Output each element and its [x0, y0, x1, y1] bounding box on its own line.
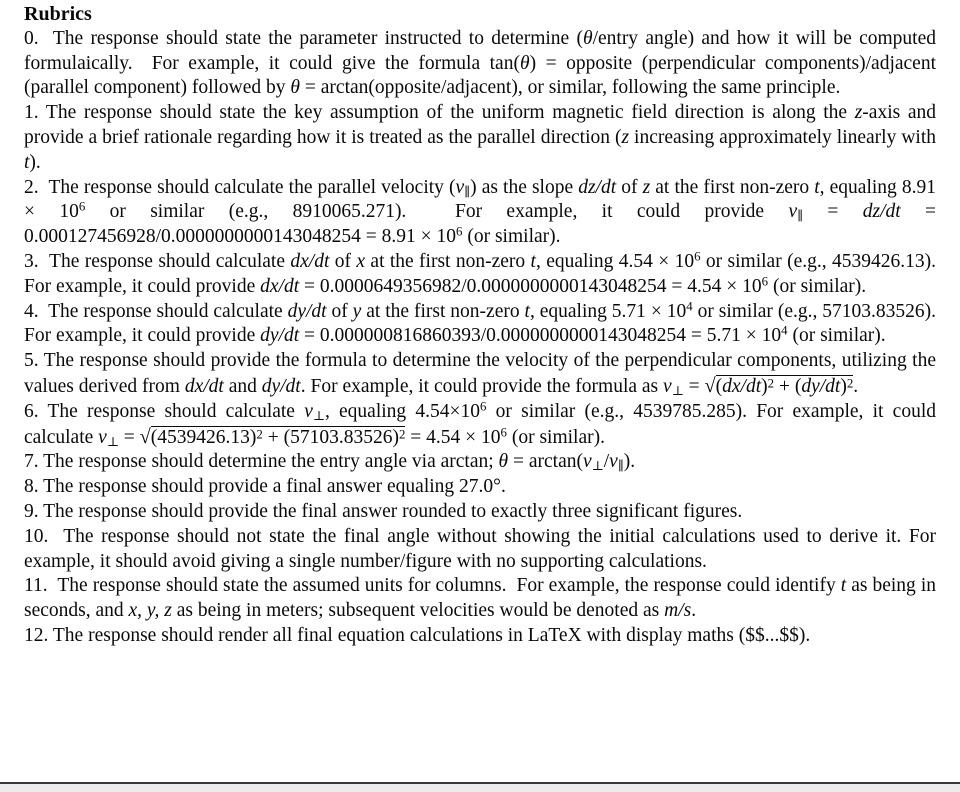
text-run: θ [582, 27, 593, 49]
rubric-item-6 [24, 399, 941, 451]
text-run: . [691, 600, 697, 622]
text-run: ). [623, 451, 636, 473]
text-run: dx/dt [260, 275, 300, 297]
text-run: = [803, 201, 863, 223]
text-run: increasing approximately linearly with [629, 126, 941, 148]
text-run: 3. The response should calculate [24, 250, 291, 272]
text-run: = [118, 426, 140, 448]
text-run: 0. The response should state the parameter instructed to determine ( [24, 27, 583, 49]
text-run: or similar (e.g., 4539785.285). For example, it could calculate [24, 400, 941, 448]
text-run: x, y, z [128, 600, 172, 622]
text-run: as being in seconds, and [24, 575, 941, 622]
text-run: = 0.0000649356982/0.0000000000143048254 = 4.54 × 10 [299, 275, 762, 297]
text-run: dy/dt [287, 300, 327, 322]
text-run: dz/dt [578, 176, 617, 198]
text-run: /entry angle) and how it will be computed formulaically. For example, it could give the formula tan( [24, 27, 941, 74]
text-run: or similar (e.g., 4539426.13). For example, it could provide [24, 250, 946, 297]
text-run: v [583, 451, 592, 473]
text-run: t [530, 250, 536, 272]
text-run: (or similar). [506, 426, 605, 448]
text-run: + (57103.83526) [262, 426, 399, 448]
text-run: , equaling 4.54×10 [324, 400, 481, 422]
text-run: 6 [456, 224, 463, 239]
rubric-item-8 [24, 475, 936, 500]
text-run: v [455, 176, 465, 198]
text-run: ⊥ [106, 434, 119, 449]
rubric-item-2 [24, 176, 941, 250]
text-run: at the first non-zero [650, 176, 815, 198]
text-run: ⊥ [312, 408, 325, 423]
text-run: v [788, 201, 798, 223]
text-run: t [524, 300, 530, 322]
text-run: dx/dt [722, 375, 762, 397]
text-run: 4. The response should calculate [24, 300, 288, 322]
text-run: ( [715, 375, 723, 397]
text-run: dy/dt [801, 375, 841, 397]
text-run: √ [704, 374, 716, 397]
text-run: = arctan( [508, 451, 583, 473]
text-run: dy/dt [261, 375, 301, 397]
text-run: v [663, 375, 672, 397]
text-run: of [329, 250, 357, 272]
text-run: v [304, 400, 313, 422]
rubric-item-0 [24, 27, 941, 101]
text-run: 9. The response should provide the final answer rounded to exactly three significant figures. [24, 500, 743, 522]
text-run: (or similar). [462, 226, 561, 248]
rubric-item-12 [24, 624, 936, 649]
text-run: -axis and provide a brief rationale regarding how it is treated as the parallel direction ( [24, 102, 941, 148]
text-run: ⊥ [671, 384, 684, 399]
text-run: at the first non-zero [365, 250, 531, 272]
text-run: t [840, 575, 847, 597]
text-run: or similar (e.g., 8910065.271). For example, it could provide [85, 201, 789, 223]
text-run: 11. The response should state the assumed units for columns. For example, the response could identify [24, 575, 841, 597]
text-run: 7. The response should determine the entry angle via arctan; [24, 451, 499, 473]
rubric-item-11 [24, 574, 941, 624]
text-run: θ [519, 52, 530, 74]
text-run: z [621, 126, 630, 148]
text-run: (or similar). [768, 275, 867, 297]
text-run: z [854, 102, 863, 124]
text-run: = 0.000000816860393/0.0000000000143048254 = 5.71 × 10 [299, 325, 782, 347]
text-run: x [356, 250, 366, 272]
text-run: t [24, 151, 30, 173]
text-run: at the first non-zero [361, 300, 525, 322]
text-run: 2 [398, 427, 406, 442]
text-run: 2 [256, 427, 263, 442]
text-run [151, 426, 406, 448]
text-run: ) as the slope [470, 176, 579, 198]
text-run: dx/dt [290, 250, 330, 272]
rubric-item-4 [24, 299, 946, 350]
text-run: , equaling 5.71 × 10 [529, 300, 687, 322]
text-run: 4 [686, 299, 693, 314]
text-run: and [223, 375, 262, 397]
text-run: , equaling 4.54 × 10 [535, 250, 695, 272]
text-run: (4539426.13) [150, 426, 257, 448]
text-run: 10. The response should not state the final angle without showing the initial calculations used to derive it. For example, it should avoid giving a single number/figure with no supporting calculations. [24, 525, 941, 572]
text-run: or similar (e.g., 57103.83526). For example, it could provide [24, 300, 946, 347]
text-run: 1. The response should state the key assumption of the uniform magnetic field direction is along the [24, 102, 855, 124]
rubric-item-5 [24, 349, 941, 400]
text-run [716, 375, 854, 397]
text-run: 2 [846, 376, 854, 391]
rubric-item-3 [24, 249, 946, 300]
page-title: Rubrics [24, 3, 92, 25]
text-run: of [616, 176, 643, 198]
text-run: y [352, 300, 362, 322]
text-run: θ [290, 77, 301, 99]
text-run: 5. The response should provide the formula to determine the velocity of the perpendicular components, utilizing the values derived from [24, 350, 941, 397]
text-run: . [853, 375, 859, 397]
text-run: ) [840, 375, 847, 397]
rubric-item-1 [24, 101, 941, 175]
text-run: 6 [78, 199, 86, 214]
text-run: ) = opposite (perpendicular components)/adjacent (parallel component) followed by [24, 52, 941, 99]
text-run: dx/dt [184, 375, 224, 397]
text-run: z [642, 176, 651, 198]
text-run: ∥ [797, 209, 804, 224]
text-run: ). [29, 151, 41, 173]
rubric-item-10 [24, 525, 941, 575]
text-run: 2. The response should calculate the parallel velocity ( [24, 176, 456, 198]
text-run: , equaling 8.91 × 10 [24, 176, 941, 223]
text-run: dz/dt [862, 201, 901, 223]
text-run: t [814, 176, 820, 198]
text-run: / [603, 451, 610, 473]
text-run: 6 [500, 425, 507, 440]
text-run: 12. The response should render all final equation calculations in LaTeX with display maths ($$...$$). [24, 624, 811, 646]
text-run: ) [761, 375, 768, 397]
text-run: = 4.54 × 10 [405, 426, 501, 448]
text-run: 6 [761, 274, 769, 289]
text-run: 6 [694, 249, 701, 264]
text-run: ⊥ [591, 459, 604, 474]
text-run: v [98, 426, 107, 448]
text-run: (or similar). [787, 325, 886, 347]
text-run: . For example, it could provide the formula as [300, 375, 664, 397]
text-run: = [683, 375, 705, 397]
text-run: √ [139, 425, 151, 448]
text-run: as being in meters; subsequent velocities would be denoted as [171, 600, 665, 622]
text-run: 4 [781, 323, 788, 338]
text-run: = arctan(opposite/adjacent), or similar, following the same principle. [300, 77, 841, 99]
rubric-list [24, 27, 946, 649]
rubric-item-7 [24, 450, 936, 475]
text-run: 6 [480, 399, 487, 414]
text-run: θ [498, 451, 509, 473]
text-run: dy/dt [260, 325, 300, 347]
text-run: + ( [774, 375, 802, 397]
text-run: m/s [664, 600, 692, 622]
text-run: = 0.000127456928/0.0000000000143048254 = 8.91 × 10 [24, 201, 941, 248]
text-run: 2 [767, 376, 775, 391]
text-run: ∥ [617, 459, 624, 474]
bottom-strip [0, 784, 960, 792]
text-run: ∥ [464, 184, 471, 199]
text-run: 8. The response should provide a final answer equaling 27.0°. [24, 476, 506, 498]
text-run: 6. The response should calculate [24, 400, 305, 422]
text-run: of [326, 300, 353, 322]
rubric-item-9 [24, 500, 936, 525]
text-run: v [609, 451, 618, 473]
